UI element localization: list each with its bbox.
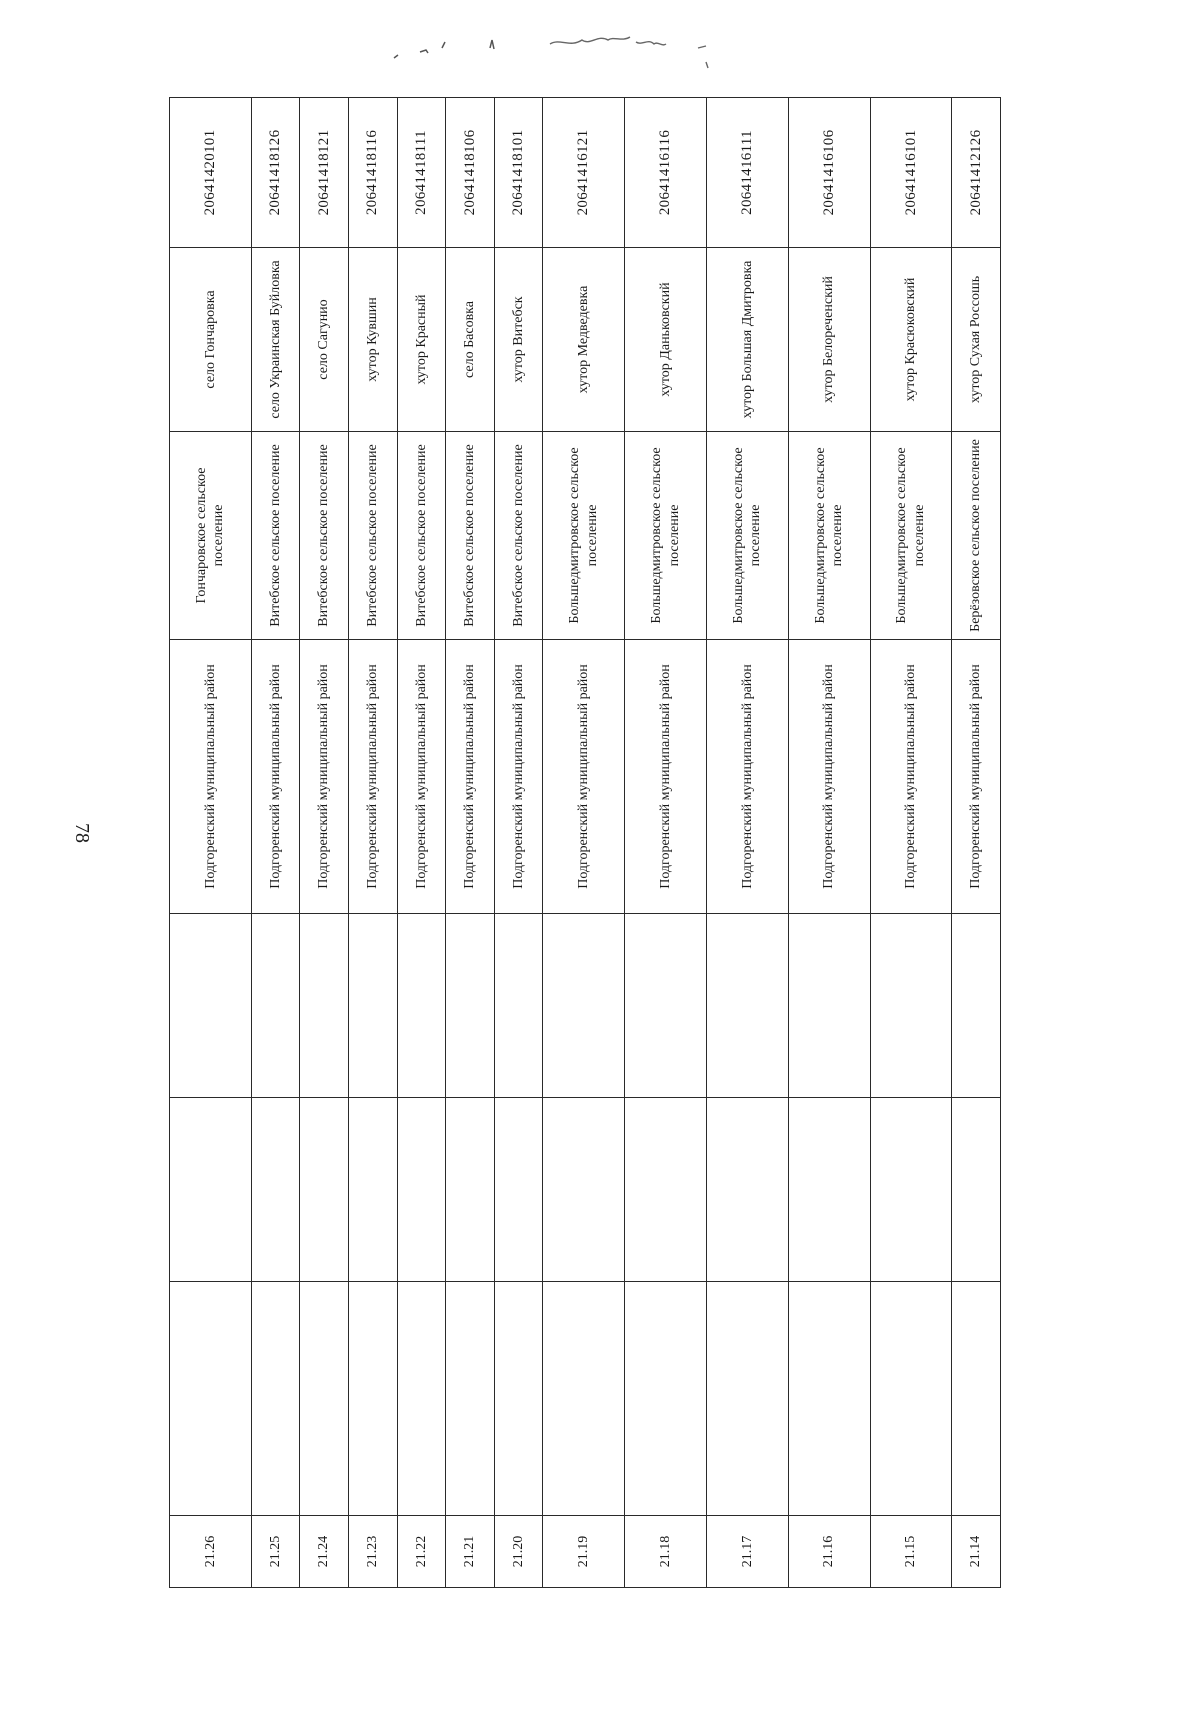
row-number-cell: 21.24	[300, 1516, 349, 1588]
district-cell: Подгоренский муниципальный район	[170, 640, 252, 914]
empty-cell	[446, 1282, 495, 1516]
row-number-cell: 21.26	[170, 1516, 252, 1588]
empty-cell	[870, 1098, 952, 1282]
oktmo-code-cell: 20641416116	[625, 98, 707, 248]
empty-cell	[494, 914, 543, 1098]
table-row	[543, 98, 625, 1588]
oktmo-code-cell: 20641416106	[788, 98, 870, 248]
settlement-cell: Витебское сельское поселение	[397, 432, 446, 640]
settlement-cell: Большедмитровское сельское поселение	[543, 432, 625, 640]
district-cell: Подгоренский муниципальный район	[446, 640, 495, 914]
registry-table-wrapper	[169, 98, 1001, 1588]
empty-cell	[952, 1282, 1001, 1516]
settlement-cell: Витебское сельское поселение	[446, 432, 495, 640]
settlement-cell: Большедмитровское сельское поселение	[870, 432, 952, 640]
empty-cell	[251, 1282, 300, 1516]
locality-cell: хутор Красный	[397, 248, 446, 432]
district-cell: Подгоренский муниципальный район	[625, 640, 707, 914]
empty-cell	[170, 914, 252, 1098]
row-number-cell: 21.14	[952, 1516, 1001, 1588]
empty-cell	[706, 1098, 788, 1282]
table-row	[625, 98, 707, 1588]
empty-cell	[788, 1098, 870, 1282]
empty-cell	[952, 1098, 1001, 1282]
empty-cell	[625, 1282, 707, 1516]
oktmo-code-cell: 20641416101	[870, 98, 952, 248]
empty-cell	[788, 914, 870, 1098]
district-cell: Подгоренский муниципальный район	[870, 640, 952, 914]
district-cell: Подгоренский муниципальный район	[348, 640, 397, 914]
table-row	[870, 98, 952, 1588]
table-row	[251, 98, 300, 1588]
empty-cell	[870, 914, 952, 1098]
locality-cell: село Басовка	[446, 248, 495, 432]
settlement-cell: Витебское сельское поселение	[494, 432, 543, 640]
empty-cell	[788, 1282, 870, 1516]
empty-cell	[397, 914, 446, 1098]
table-row	[397, 98, 446, 1588]
empty-cell	[251, 1098, 300, 1282]
district-cell: Подгоренский муниципальный район	[300, 640, 349, 914]
table-row	[170, 98, 252, 1588]
oktmo-code-cell: 20641416121	[543, 98, 625, 248]
row-number-cell: 21.18	[625, 1516, 707, 1588]
empty-cell	[348, 1098, 397, 1282]
table-row	[446, 98, 495, 1588]
empty-cell	[706, 914, 788, 1098]
empty-cell	[494, 1098, 543, 1282]
empty-cell	[397, 1098, 446, 1282]
empty-cell	[706, 1282, 788, 1516]
row-number-cell: 21.22	[397, 1516, 446, 1588]
empty-cell	[952, 914, 1001, 1098]
oktmo-code-cell: 20641418116	[348, 98, 397, 248]
oktmo-code-cell: 20641418101	[494, 98, 543, 248]
district-cell: Подгоренский муниципальный район	[251, 640, 300, 914]
table-row	[952, 98, 1001, 1588]
row-number-cell: 21.20	[494, 1516, 543, 1588]
empty-cell	[543, 914, 625, 1098]
empty-cell	[446, 1098, 495, 1282]
row-number-cell: 21.21	[446, 1516, 495, 1588]
scan-artifact-marks	[380, 18, 800, 78]
district-cell: Подгоренский муниципальный район	[788, 640, 870, 914]
registry-table-rotated	[169, 98, 1001, 1588]
table-row	[788, 98, 870, 1588]
locality-cell: село Гончаровка	[170, 248, 252, 432]
locality-cell: село Украинская Буйловка	[251, 248, 300, 432]
district-cell: Подгоренский муниципальный район	[706, 640, 788, 914]
row-number-cell: 21.17	[706, 1516, 788, 1588]
table-row	[706, 98, 788, 1588]
locality-cell: хутор Медведевка	[543, 248, 625, 432]
empty-cell	[348, 1282, 397, 1516]
empty-cell	[300, 1282, 349, 1516]
settlement-cell: Большедмитровское сельское поселение	[625, 432, 707, 640]
locality-cell: село Сагунио	[300, 248, 349, 432]
oktmo-code-cell: 20641418106	[446, 98, 495, 248]
settlement-cell: Большедмитровское сельское поселение	[706, 432, 788, 640]
row-number-cell: 21.25	[251, 1516, 300, 1588]
district-cell: Подгоренский муниципальный район	[952, 640, 1001, 914]
oktmo-code-cell: 20641418121	[300, 98, 349, 248]
district-cell: Подгоренский муниципальный район	[543, 640, 625, 914]
registry-table-body	[170, 98, 1001, 1588]
row-number-cell: 21.23	[348, 1516, 397, 1588]
locality-cell: хутор Большая Дмитровка	[706, 248, 788, 432]
locality-cell: хутор Красюковский	[870, 248, 952, 432]
locality-cell: хутор Витебск	[494, 248, 543, 432]
empty-cell	[300, 1098, 349, 1282]
empty-cell	[494, 1282, 543, 1516]
table-row	[300, 98, 349, 1588]
registry-table	[169, 97, 1001, 1588]
settlement-cell: Берёзовское сельское поселение	[952, 432, 1001, 640]
empty-cell	[170, 1098, 252, 1282]
empty-cell	[397, 1282, 446, 1516]
settlement-cell: Гончаровское сельское поселение	[170, 432, 252, 640]
settlement-cell: Витебское сельское поселение	[251, 432, 300, 640]
empty-cell	[543, 1282, 625, 1516]
settlement-cell: Витебское сельское поселение	[300, 432, 349, 640]
page-number: 78	[71, 823, 93, 843]
empty-cell	[870, 1282, 952, 1516]
empty-cell	[348, 914, 397, 1098]
district-cell: Подгоренский муниципальный район	[397, 640, 446, 914]
row-number-cell: 21.19	[543, 1516, 625, 1588]
locality-cell: хутор Кувшин	[348, 248, 397, 432]
empty-cell	[446, 914, 495, 1098]
table-row	[348, 98, 397, 1588]
empty-cell	[543, 1098, 625, 1282]
empty-cell	[300, 914, 349, 1098]
empty-cell	[170, 1282, 252, 1516]
settlement-cell: Витебское сельское поселение	[348, 432, 397, 640]
oktmo-code-cell: 20641418111	[397, 98, 446, 248]
empty-cell	[625, 1098, 707, 1282]
oktmo-code-cell: 20641412126	[952, 98, 1001, 248]
oktmo-code-cell: 20641418126	[251, 98, 300, 248]
settlement-cell: Большедмитровское сельское поселение	[788, 432, 870, 640]
oktmo-code-cell: 20641420101	[170, 98, 252, 248]
row-number-cell: 21.15	[870, 1516, 952, 1588]
table-row	[494, 98, 543, 1588]
oktmo-code-cell: 20641416111	[706, 98, 788, 248]
locality-cell: хутор Сухая Россошь	[952, 248, 1001, 432]
district-cell: Подгоренский муниципальный район	[494, 640, 543, 914]
empty-cell	[625, 914, 707, 1098]
locality-cell: хутор Белореченский	[788, 248, 870, 432]
locality-cell: хутор Даньковский	[625, 248, 707, 432]
empty-cell	[251, 914, 300, 1098]
row-number-cell: 21.16	[788, 1516, 870, 1588]
